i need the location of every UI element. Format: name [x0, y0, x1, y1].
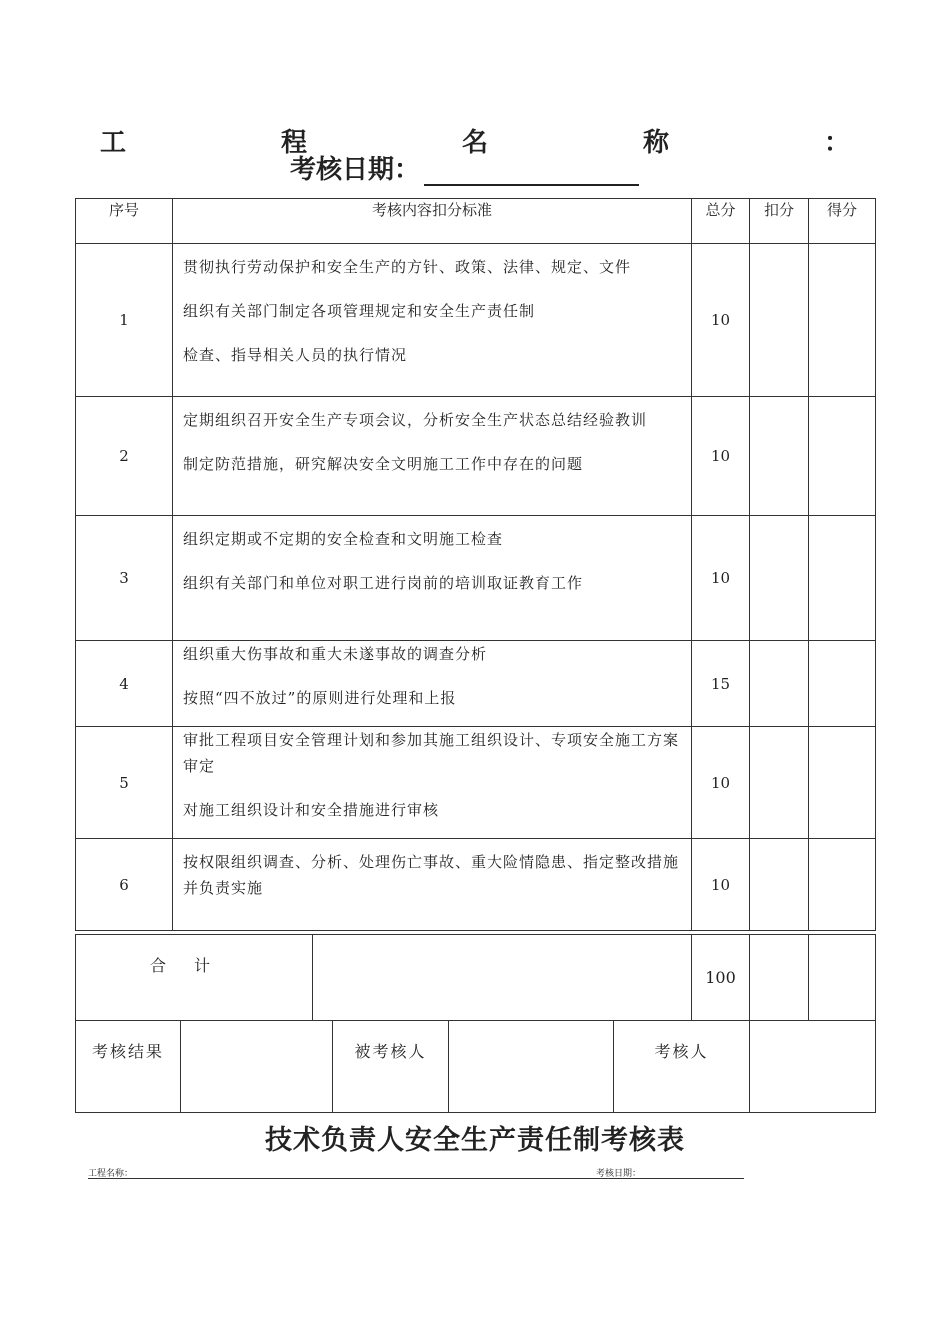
criterion-line: 组织有关部门制定各项管理规定和安全生产责任制	[183, 302, 536, 320]
examinee-label: 被考核人	[333, 1021, 449, 1113]
row-score-cell[interactable]	[809, 839, 876, 931]
row-score-cell[interactable]	[809, 641, 876, 727]
examiner-field[interactable]	[750, 1021, 876, 1113]
sum-total: 100	[692, 935, 750, 1021]
col-header-content: 考核内容扣分标准	[173, 199, 692, 244]
row-score-cell[interactable]	[809, 516, 876, 641]
row-deduct-cell[interactable]	[750, 516, 809, 641]
sum-score-cell[interactable]	[809, 935, 876, 1021]
sum-remarks-cell[interactable]	[313, 935, 692, 1021]
assessment-table	[75, 198, 876, 931]
row-content	[173, 244, 692, 397]
row-deduct-cell[interactable]	[750, 397, 809, 516]
row-content	[173, 641, 692, 727]
row-seq: 1	[76, 244, 173, 397]
next-form-meta	[88, 1166, 744, 1179]
criterion-line: 检查、指导相关人员的执行情况	[183, 346, 408, 364]
criterion-line: 按照“四不放过”的原则进行处理和上报	[183, 689, 457, 707]
project-char-5: ：	[823, 127, 850, 158]
row-total: 10	[692, 727, 750, 839]
row-deduct-cell[interactable]	[750, 641, 809, 727]
result-label: 考核结果	[76, 1021, 181, 1113]
table-row	[76, 727, 876, 839]
project-char-4: 称	[642, 127, 669, 158]
row-total: 10	[692, 839, 750, 931]
table-row	[76, 839, 876, 931]
criterion-line: 定期组织召开安全生产专项会议，分析安全生产状态总结经验教训	[183, 411, 648, 429]
next-date-label: 考核日期：	[596, 1169, 642, 1179]
date-field[interactable]	[424, 156, 639, 186]
table-row	[76, 516, 876, 641]
row-deduct-cell[interactable]	[750, 727, 809, 839]
criterion-line: 对施工组织设计和安全措施进行审核	[183, 801, 440, 819]
row-deduct-cell[interactable]	[750, 244, 809, 397]
sum-row	[76, 935, 876, 1021]
summary-table	[75, 934, 876, 1113]
col-header-total: 总分	[692, 199, 750, 244]
row-seq: 2	[76, 397, 173, 516]
next-form-title: 技术负责人安全生产责任制考核表	[265, 1125, 685, 1156]
criterion-line: 审批工程项目安全管理计划和参加其施工组织设计、专项安全施工方案审定	[183, 731, 680, 775]
criterion-line: 组织重大伤事故和重大未遂事故的调查分析	[183, 645, 488, 663]
criterion-line: 贯彻执行劳动保护和安全生产的方针、政策、法律、规定、文件	[183, 258, 632, 276]
project-char-2: 程	[280, 127, 307, 158]
examiner-label: 考核人	[614, 1021, 750, 1113]
examinee-field[interactable]	[449, 1021, 614, 1113]
row-total: 15	[692, 641, 750, 727]
date-line	[290, 152, 639, 186]
col-header-deduct: 扣分	[750, 199, 809, 244]
result-row	[76, 1021, 876, 1113]
col-header-seq: 序号	[76, 199, 173, 244]
date-label: 考核日期：	[290, 155, 421, 185]
table-row	[76, 244, 876, 397]
project-char-3: 名	[461, 127, 488, 158]
criterion-line: 组织有关部门和单位对职工进行岗前的培训取证教育工作	[183, 574, 584, 592]
table-header-row	[76, 199, 876, 244]
row-seq: 5	[76, 727, 173, 839]
row-seq: 6	[76, 839, 173, 931]
row-score-cell[interactable]	[809, 397, 876, 516]
row-score-cell[interactable]	[809, 727, 876, 839]
result-field[interactable]	[181, 1021, 333, 1113]
next-project-label: 工程名称：	[88, 1169, 134, 1179]
row-total: 10	[692, 397, 750, 516]
row-score-cell[interactable]	[809, 244, 876, 397]
sum-label: 合计	[76, 935, 313, 1021]
criterion-line: 按权限组织调查、分析、处理伤亡事故、重大险情隐患、指定整改措施并负责实施	[183, 853, 680, 897]
col-header-score: 得分	[809, 199, 876, 244]
row-content	[173, 397, 692, 516]
row-content	[173, 839, 692, 931]
row-deduct-cell[interactable]	[750, 839, 809, 931]
criterion-line: 组织定期或不定期的安全检查和文明施工检查	[183, 530, 504, 548]
row-seq: 4	[76, 641, 173, 727]
table-row	[76, 641, 876, 727]
row-content	[173, 516, 692, 641]
row-content	[173, 727, 692, 839]
project-char-1: 工	[100, 127, 127, 158]
row-total: 10	[692, 516, 750, 641]
criterion-line: 制定防范措施，研究解决安全文明施工工作中存在的问题	[183, 455, 584, 473]
table-row	[76, 397, 876, 516]
row-seq: 3	[76, 516, 173, 641]
sum-deduct-cell[interactable]	[750, 935, 809, 1021]
row-total: 10	[692, 244, 750, 397]
